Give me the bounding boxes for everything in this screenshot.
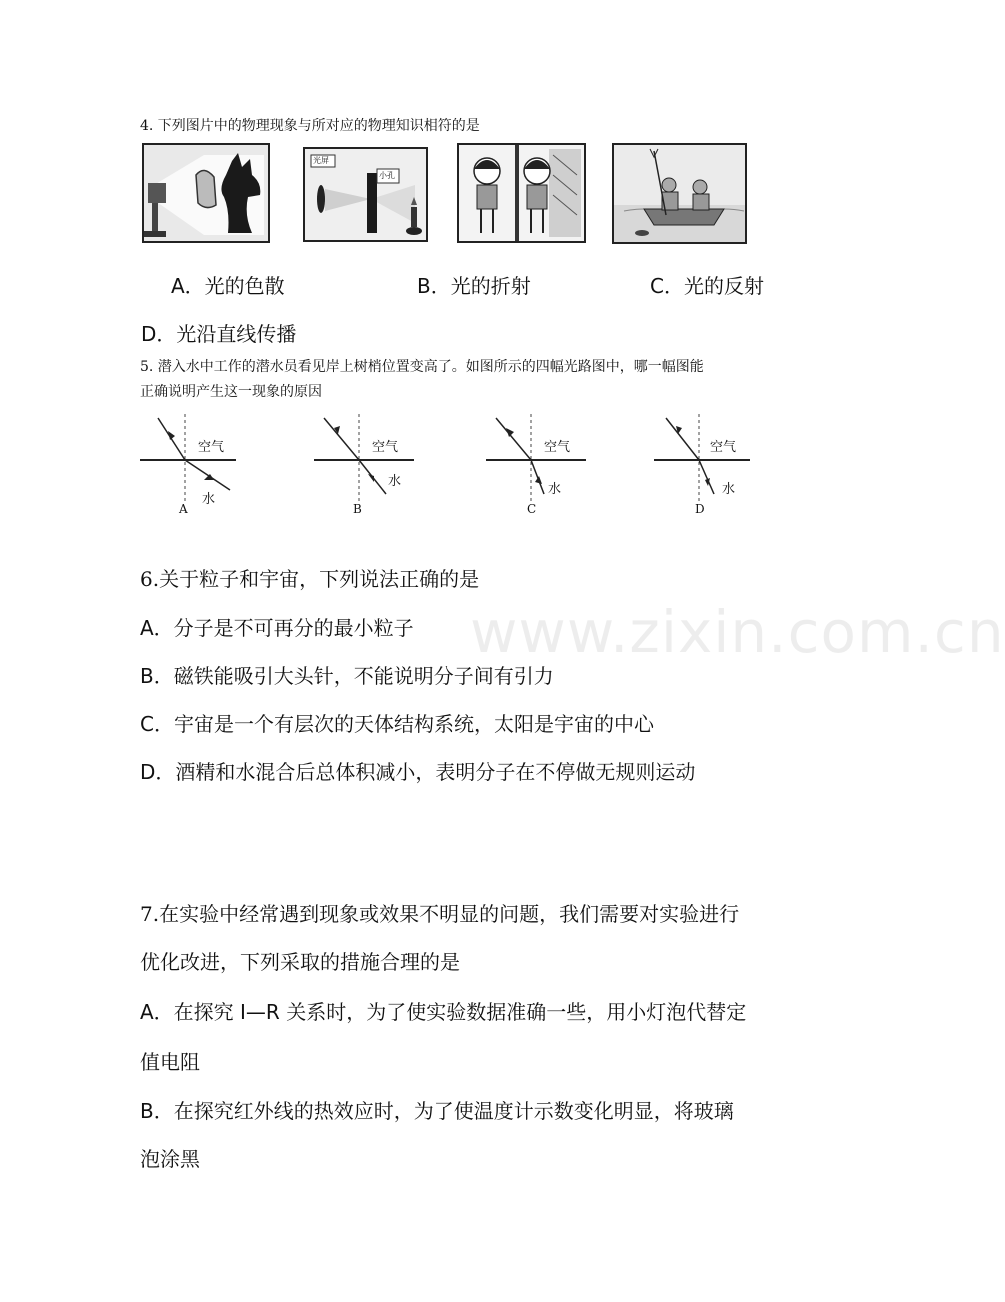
mirror-girls-illustration [459, 145, 584, 241]
hand-shadow-illustration [144, 145, 268, 241]
diagram-letter: B [353, 502, 362, 516]
watermark: www.zixin.com.cn [470, 598, 1005, 666]
air-label: 空气 [710, 440, 737, 455]
q7-option-b-line1: B．在探究红外线的热效应时，为了使温度计示数变化明显，将玻璃 [140, 1099, 734, 1123]
q5-diagram-b [312, 412, 422, 522]
hole-label: 小孔 [379, 171, 395, 180]
q6-option-b: B．磁铁能吸引大头针，不能说明分子间有引力 [140, 664, 554, 688]
q7-stem-line2: 优化改进，下列采取的措施合理的是 [140, 950, 460, 974]
q5-stem-line1: 5. 潜入水中工作的潜水员看见岸上树梢位置变高了。如图所示的四幅光路图中，哪一幅图能 [140, 359, 704, 375]
q4-picture-a [142, 143, 270, 243]
q6-option-c: C．宇宙是一个有层次的天体结构系统，太阳是宇宙的中心 [140, 712, 654, 736]
q7-stem-line1: 7.在实验中经常遇到现象或效果不明显的问题，我们需要对实验进行 [140, 902, 740, 926]
q4-picture-d [612, 143, 747, 244]
q7-option-a-line1: A．在探究 I—R 关系时，为了使实验数据准确一些，用小灯泡代替定 [140, 1000, 747, 1024]
q6-option-a: A．分子是不可再分的最小粒子 [140, 616, 414, 640]
water-label: 水 [722, 482, 736, 497]
q4-option-a: A．光的色散 [171, 274, 285, 298]
screen-label: 光屏 [313, 156, 329, 165]
refraction-diagram-b [312, 412, 422, 522]
air-label: 空气 [198, 440, 225, 455]
diagram-letter: A [179, 502, 188, 516]
q7-option-b-line2: 泡涂黑 [140, 1147, 200, 1171]
q4-option-c: C．光的反射 [650, 274, 764, 298]
q5-diagram-d [652, 412, 762, 522]
q4-option-d: D．光沿直线传播 [141, 322, 297, 346]
q4-stem: 4. 下列图片中的物理现象与所对应的物理知识相符的是 [140, 118, 480, 134]
q6-option-d: D．酒精和水混合后总体积减小，表明分子在不停做无规则运动 [140, 760, 696, 784]
q4-picture-b [303, 147, 428, 242]
diagram-letter: C [527, 502, 537, 516]
q5-diagram-a [138, 412, 248, 522]
water-label: 水 [202, 492, 216, 507]
refraction-diagram-a [138, 412, 248, 522]
q5-stem-line2: 正确说明产生这一现象的原因 [140, 384, 322, 400]
q4-picture-c [457, 143, 586, 243]
q5-diagram-c [484, 412, 594, 522]
refraction-diagram-d [652, 412, 762, 522]
air-label: 空气 [372, 440, 399, 455]
q6-stem: 6.关于粒子和宇宙，下列说法正确的是 [140, 567, 480, 591]
q7-option-a-line2: 值电阻 [140, 1050, 200, 1074]
spear-fishing-illustration [614, 145, 745, 242]
diagram-letter: D [695, 502, 705, 516]
air-label: 空气 [544, 440, 571, 455]
refraction-diagram-c [484, 412, 594, 522]
water-label: 水 [388, 474, 402, 489]
water-label: 水 [548, 482, 562, 497]
q4-option-b: B．光的折射 [417, 274, 531, 298]
